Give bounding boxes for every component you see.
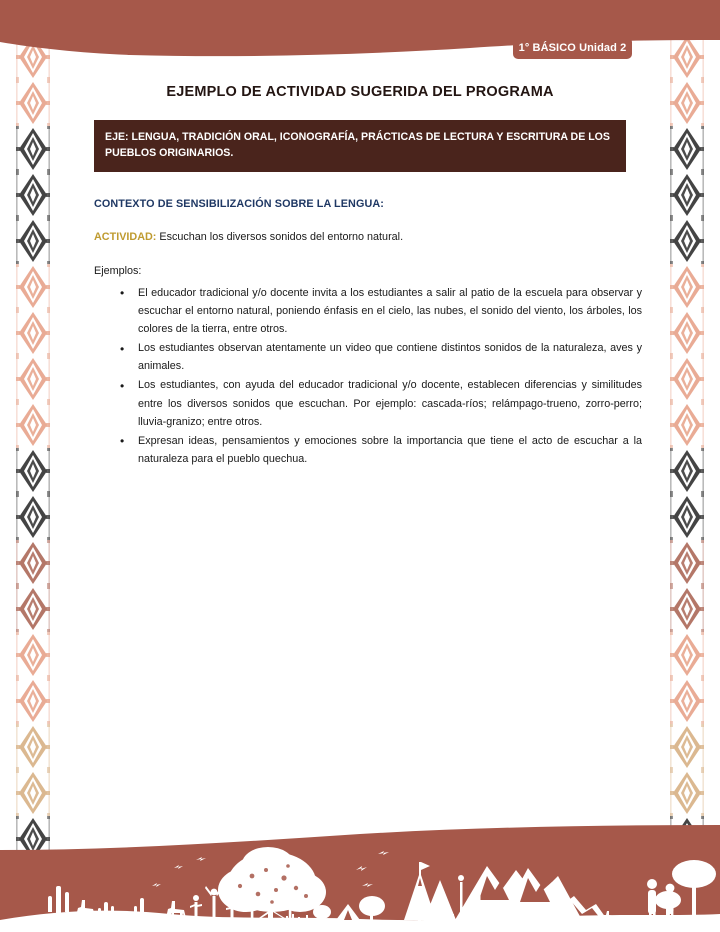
unit-badge: 1° BÁSICO Unidad 2 [513,37,632,59]
section-heading: CONTEXTO DE SENSIBILIZACIÓN SOBRE LA LENGUA: [94,197,384,210]
document-content [0,62,720,469]
list-item: • Los estudiantes, con ayuda del educador tradicional y/o docente, establecen diferencias y similitudes entre los diversos sonidos que escuchan. Por ejemplo: cascada-ríos; relámpago-trueno, zorro-perro; lluvia-granizo; entre otros. [118,376,642,430]
activity-bullet-list [118,284,642,468]
eje-banner: EJE: LENGUA, TRADICIÓN ORAL, ICONOGRAFÍA, PRÁCTICAS DE LECTURA Y ESCRITURA DE LOS PUEBLOS ORIGINARIOS. [94,120,626,172]
examples-label: Ejemplos: [94,264,142,277]
activity-text: Escuchan los diversos sonidos del entorno natural. [159,230,404,243]
page-title: EJEMPLO DE ACTIVIDAD SUGERIDA DEL PROGRAMA [166,84,554,100]
activity-label: ACTIVIDAD: [94,230,157,243]
list-item: • Expresan ideas, pensamientos y emociones sobre la importancia que tiene el acto de escuchar a la naturaleza para el pueblo quechua. [118,432,642,468]
activity-line [94,231,720,243]
altiplano-landscape-silhouette [0,824,720,932]
list-item: • El educador tradicional y/o docente invita a los estudiantes a salir al patio de la escuela para observar y escuchar el entorno natural, poniendo énfasis en el cielo, las nubes, el sonido del viento, los árboles, los colores de la tierra, entre otros. [118,284,642,338]
list-item: • Los estudiantes observan atentamente un video que contiene distintos sonidos de la naturaleza, aves y animales. [118,339,642,375]
